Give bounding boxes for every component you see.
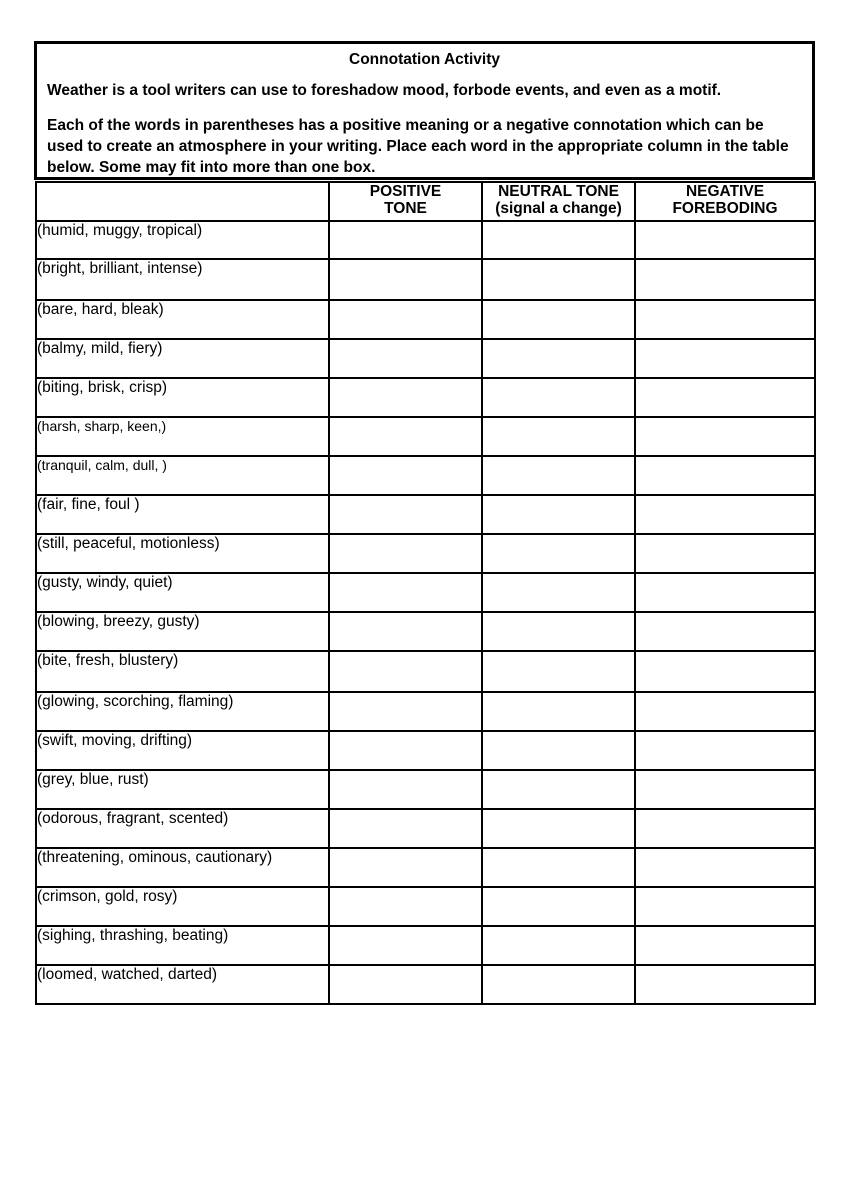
positive-answer-cell[interactable] [329, 339, 482, 378]
header-positive-tone [329, 182, 482, 221]
negative-answer-cell[interactable] [635, 456, 815, 495]
word-group-cell: (loomed, watched, darted) [36, 965, 329, 1004]
table-row [36, 692, 815, 731]
negative-answer-cell[interactable] [635, 926, 815, 965]
activity-title: Connotation Activity [349, 51, 500, 68]
header-negative-line1: NEGATIVE [685, 183, 765, 200]
neutral-answer-cell[interactable] [482, 573, 635, 612]
negative-answer-cell[interactable] [635, 692, 815, 731]
word-group-cell: (threatening, ominous, cautionary) [36, 848, 329, 887]
word-group-cell: (odorous, fragrant, scented) [36, 809, 329, 848]
negative-answer-cell[interactable] [635, 612, 815, 651]
positive-answer-cell[interactable] [329, 417, 482, 456]
header-neutral-tone [482, 182, 635, 221]
table-row [36, 300, 815, 339]
negative-answer-cell[interactable] [635, 848, 815, 887]
word-group-cell: (sighing, thrashing, beating) [36, 926, 329, 965]
negative-answer-cell[interactable] [635, 534, 815, 573]
table-row [36, 339, 815, 378]
table-row [36, 887, 815, 926]
neutral-answer-cell[interactable] [482, 259, 635, 300]
word-group-cell: (blowing, breezy, gusty) [36, 612, 329, 651]
table-row [36, 770, 815, 809]
table-row [36, 731, 815, 770]
word-group-cell: (crimson, gold, rosy) [36, 887, 329, 926]
table-row [36, 221, 815, 259]
header-negative-line2: FOREBODING [672, 200, 778, 217]
positive-answer-cell[interactable] [329, 848, 482, 887]
table-header-row [36, 182, 815, 221]
positive-answer-cell[interactable] [329, 534, 482, 573]
negative-answer-cell[interactable] [635, 339, 815, 378]
positive-answer-cell[interactable] [329, 221, 482, 259]
neutral-answer-cell[interactable] [482, 378, 635, 417]
table-row [36, 926, 815, 965]
header-neutral-line2: (signal a change) [495, 200, 622, 217]
positive-answer-cell[interactable] [329, 300, 482, 339]
negative-answer-cell[interactable] [635, 300, 815, 339]
intro-paragraph-2: Each of the words in parentheses has a positive meaning or a negative connotation which can be used to create an atmosphere in your writing. Place each word in the appropriate column in the table below. Some may fit into more than one box. [47, 117, 789, 176]
positive-answer-cell[interactable] [329, 770, 482, 809]
positive-answer-cell[interactable] [329, 651, 482, 692]
positive-answer-cell[interactable] [329, 495, 482, 534]
positive-answer-cell[interactable] [329, 692, 482, 731]
neutral-answer-cell[interactable] [482, 926, 635, 965]
neutral-answer-cell[interactable] [482, 456, 635, 495]
positive-answer-cell[interactable] [329, 926, 482, 965]
positive-answer-cell[interactable] [329, 965, 482, 1004]
table-body [36, 221, 815, 1004]
positive-answer-cell[interactable] [329, 378, 482, 417]
table-row [36, 378, 815, 417]
word-group-cell: (swift, moving, drifting) [36, 731, 329, 770]
header-words [36, 182, 329, 221]
word-group-cell: (biting, brisk, crisp) [36, 378, 329, 417]
word-group-cell: (bite, fresh, blustery) [36, 651, 329, 692]
word-group-cell: (glowing, scorching, flaming) [36, 692, 329, 731]
negative-answer-cell[interactable] [635, 417, 815, 456]
table-row [36, 848, 815, 887]
word-group-cell: (humid, muggy, tropical) [36, 221, 329, 259]
neutral-answer-cell[interactable] [482, 534, 635, 573]
neutral-answer-cell[interactable] [482, 300, 635, 339]
positive-answer-cell[interactable] [329, 887, 482, 926]
word-group-cell: (balmy, mild, fiery) [36, 339, 329, 378]
table-row [36, 965, 815, 1004]
positive-answer-cell[interactable] [329, 612, 482, 651]
neutral-answer-cell[interactable] [482, 692, 635, 731]
negative-answer-cell[interactable] [635, 573, 815, 612]
neutral-answer-cell[interactable] [482, 770, 635, 809]
positive-answer-cell[interactable] [329, 259, 482, 300]
header-negative-foreboding [635, 182, 815, 221]
positive-answer-cell[interactable] [329, 456, 482, 495]
positive-answer-cell[interactable] [329, 573, 482, 612]
negative-answer-cell[interactable] [635, 887, 815, 926]
neutral-answer-cell[interactable] [482, 965, 635, 1004]
neutral-answer-cell[interactable] [482, 339, 635, 378]
neutral-answer-cell[interactable] [482, 417, 635, 456]
neutral-answer-cell[interactable] [482, 495, 635, 534]
header-neutral-line1: NEUTRAL TONE [498, 183, 619, 200]
table-row [36, 259, 815, 300]
negative-answer-cell[interactable] [635, 259, 815, 300]
connotation-table [35, 181, 816, 1005]
negative-answer-cell[interactable] [635, 770, 815, 809]
word-group-cell: (gusty, windy, quiet) [36, 573, 329, 612]
word-group-cell: (grey, blue, rust) [36, 770, 329, 809]
word-group-cell: (tranquil, calm, dull, ) [36, 456, 329, 495]
negative-answer-cell[interactable] [635, 495, 815, 534]
word-group-cell: (harsh, sharp, keen,) [36, 417, 329, 456]
intro-paragraph-1: Weather is a tool writers can use to foreshadow mood, forbode events, and even as a motif. [47, 82, 722, 99]
negative-answer-cell[interactable] [635, 378, 815, 417]
word-group-cell: (still, peaceful, motionless) [36, 534, 329, 573]
negative-answer-cell[interactable] [635, 221, 815, 259]
neutral-answer-cell[interactable] [482, 651, 635, 692]
negative-answer-cell[interactable] [635, 965, 815, 1004]
word-group-cell: (fair, fine, foul ) [36, 495, 329, 534]
table-row [36, 534, 815, 573]
neutral-answer-cell[interactable] [482, 731, 635, 770]
neutral-answer-cell[interactable] [482, 809, 635, 848]
table-row [36, 612, 815, 651]
negative-answer-cell[interactable] [635, 651, 815, 692]
intro-box [34, 41, 815, 180]
neutral-answer-cell[interactable] [482, 848, 635, 887]
word-group-cell: (bright, brilliant, intense) [36, 259, 329, 300]
neutral-answer-cell[interactable] [482, 221, 635, 259]
word-group-cell: (bare, hard, bleak) [36, 300, 329, 339]
table-row [36, 417, 815, 456]
header-positive-line1: POSITIVE [369, 183, 442, 200]
table-row [36, 573, 815, 612]
positive-answer-cell[interactable] [329, 809, 482, 848]
table-row [36, 651, 815, 692]
table-row [36, 495, 815, 534]
negative-answer-cell[interactable] [635, 731, 815, 770]
negative-answer-cell[interactable] [635, 809, 815, 848]
neutral-answer-cell[interactable] [482, 612, 635, 651]
positive-answer-cell[interactable] [329, 731, 482, 770]
table-row [36, 809, 815, 848]
header-positive-line2: TONE [384, 200, 427, 217]
neutral-answer-cell[interactable] [482, 887, 635, 926]
table-row [36, 456, 815, 495]
